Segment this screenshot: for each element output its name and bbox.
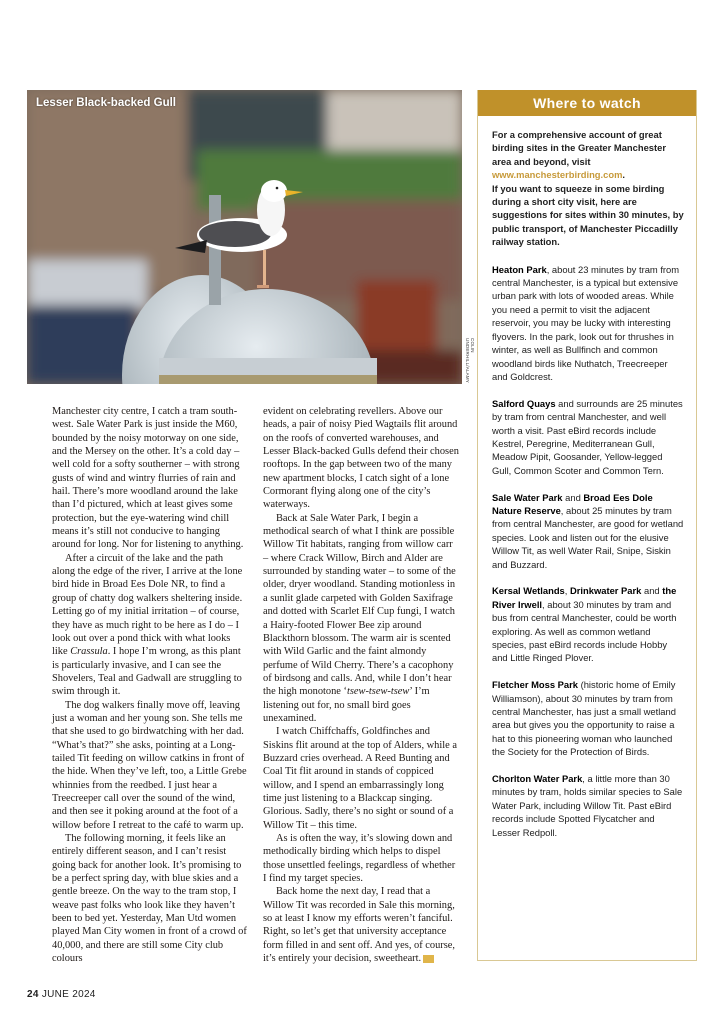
photo-caption: Lesser Black-backed Gull [36,97,176,109]
site-name: Salford Quays [492,397,556,409]
site-kersal-wetlands [492,584,684,664]
paragraph-text: . I hope I’m wrong, as this plant is particularly invasive, and I can see the Shovelers, Teal and Gadwall are struggling to swim through it. [52,646,242,698]
intro-text: . [622,169,626,181]
page-number: 24 [27,989,39,1000]
page-footer [27,989,96,1000]
where-to-watch-box [477,90,697,961]
end-mark-icon: BW [423,955,434,963]
article-column-1 [52,405,248,965]
site-name: Sale Water Park [492,491,563,503]
gull-photo [27,90,462,384]
site-description: (historic home of Emily Williamson), about 30 minutes by tram from central Manchester, has just a small wetland area but gives you the opportunity to raise a hat to this pioneering woman who launched the Society for the Protection of Birds. [492,679,676,758]
site-description: and surrounds are 25 minutes by tram from central Manchester, and well worth a visit. Past eBird records include Kestrel, Peregrine, Mediterranean Gull, Meadow Pipit, Goosander, Yellow-legged Gull, Common Scoter and Common Tern. [492,397,683,476]
paragraph: As is often the way, it’s slowing down and methodically birding which helps to dispel those unsettled feelings, regardless of whether I find my target species. [263,833,456,885]
sidebar-title: Where to watch [478,90,696,116]
paragraph-text: Back home the next day, I read that a Willow Tit was recorded in Sale this morning, so at least I know my efforts weren’t fanciful. Right, so let’s get that university acceptance form filled in and sent off. And yes, of course, it’s entirely your decision, sweetheart. [263,886,455,965]
intro-text: If you want to squeeze in some birding during a short city visit, here are suggestions for sites within 30 minutes, by public transport, of Manchester Piccadilly railway station. [492,182,684,248]
paragraph-text: ’ I’m listening out for, no small bird goes unexamined. [263,686,430,724]
paragraph [263,885,459,965]
site-sale-water-park [492,491,684,571]
site-description: , about 23 minutes by tram from central Manchester, is a typical but extensive urban park with lots of wooded areas. While you need a permit to visit the adjacent reservoir, you may be lucky with interesting flyovers. In the park, look out for thrushes in winter, as well as Bullfinch and common woodland birds like Nuthatch, Treecreeper and Goldcrest. [492,263,680,382]
separator: , [564,585,570,597]
site-salford-quays [492,397,684,477]
article-column-2 [263,405,459,965]
site-description: , about 30 minutes by tram and bus from central Manchester, could be worth exploring. As well as common wetland species, past eBird records include Hobby and Little Ringed Plover. [492,598,677,664]
paragraph-text: Back at Sale Water Park, I begin a methodical search of what I think are possible Willow Tit habitats, ranging from willow carr – where Crack Willow, Birch and Alder are surrounded by standing water – to some of the older, dryer woodland. Standing motionless in a sunlit glade carpeted with Golden Saxifrage and dotted with Scarlet Elf Cup fungi, I watch a Hairy-footed Flower Bee zip around Blackthorn blossom. The warm air is scented with Wild Garlic and the faint almondy perfume of Wild Cherry. There’s a cacophony of birdsong and calls. And, while I don’t hear the high monotone ‘ [263,512,456,698]
paragraph: evident on celebrating revellers. Above our heads, a pair of noisy Pied Wagtails flit around on the roofs of converted warehouses, and Lesser Black-backed Gulls defend their chosen rooftops. In the gap between two of the many new apartment blocks, I catch sight of a lone Cormorant flying along one of the city’s waterways. [263,406,459,511]
paragraph [52,552,248,699]
paragraph: Manchester city centre, I catch a tram south-west. Sale Water Park is just inside the M60, bounded by the noisy motorway on one side, and the Mersey on the other. It’s a cold day – well cold for a softy southerner – with strong gusts of wind and wintry flurries of rain and hail. There’s more woodland around the lake than I’d pictured, which at least gives some protection, but the eye-watering wind chill means it’s still not conducive to hanging around for long. Nor for listening to anything. [52,406,244,551]
gull-photo-icon [27,90,462,384]
paragraph: The dog walkers finally move off, leaving just a woman and her young son. She tells me that she used to go birdwatching with her dad. “What’s that?” she asks, pointing at a Long-tailed Tit feeding on willow catkins in front of the hide. When they’ve left, too, a Little Grebe whinnies from the reedbed. I just hear a Treecreeper call over the sound of the wind, and then see it poking around at the foot of a willow before I retreat to the café to warm up. [52,699,247,831]
sidebar-intro [492,128,684,249]
site-description: , about 25 minutes by tram from central Manchester, are good for wetland species. Look and listen out for the elusive Willow Tit, as well Water Rail, Snipe, Siskin and Buzzard. [492,504,684,570]
paragraph: The following morning, it feels like an entirely different season, and I can’t resist going back for another look. It’s promising to be a perfect spring day, with blue skies and a gentle breeze. On the way to the tram stop, I weave past folks who look like they haven’t been to bed yet. Yesterday, Man Utd women played Man City women in front of a crowd of 40,000, and there are still some City club colours [52,833,247,965]
paragraph-text: After a circuit of the lake and the path along the edge of the river, I arrive at the lone bird hide in Broad Ees Dole NR, to find a group of chatty dog walkers sheltering inside. Letting go of my initial irritation – of course, they have as much right to be here as I do – I look out over a pond thick with what looks like [52,552,243,658]
intro-text: For a comprehensive account of great birding sites in the Greater Manchester area and beyond, visit [492,129,667,167]
call-italic: tsew-tsew-tsew [346,686,410,698]
site-chorlton-water-park [492,772,684,839]
paragraph: I watch Chiffchaffs, Goldfinches and Siskins flit around at the top of Alders, while a Buzzard cries overhead. A Reed Bunting and Coal Tit flit around in stands of coppiced willow, and I spend an embarrassingly long time just listening to a Blackcap singing. Glorious. Sadly, there’s no sight or sound of a Willow Tit – this time. [263,726,457,831]
site-name: the River Irwell [492,585,677,610]
site-description: , a little more than 30 minutes by tram, holds similar species to Sale Water Park, including Willow Tit. Past eBird records include Spotted Flycatcher and Lesser Redpoll. [492,773,683,838]
photo-credit: COLIN UNDERHILL/ALAMY [465,338,475,384]
site-name: Heaton Park [492,263,547,275]
species-italic: Crassula [70,646,108,658]
website-link[interactable]: www.manchesterbirding.com [492,169,623,181]
site-name: Broad Ees Dole Nature Reserve [492,491,653,516]
site-name: Chorlton Water Park [492,773,583,785]
site-name: Fletcher Moss Park [492,679,578,691]
issue-date: JUNE 2024 [41,989,96,1000]
site-name: Drinkwater Park [570,585,642,597]
sidebar-body [478,116,696,839]
site-fletcher-moss-park [492,678,684,758]
conjunction: and [562,491,584,503]
site-heaton-park [492,263,684,384]
paragraph [263,512,459,726]
conjunction: and [641,585,663,597]
site-name: Kersal Wetlands [492,585,565,597]
